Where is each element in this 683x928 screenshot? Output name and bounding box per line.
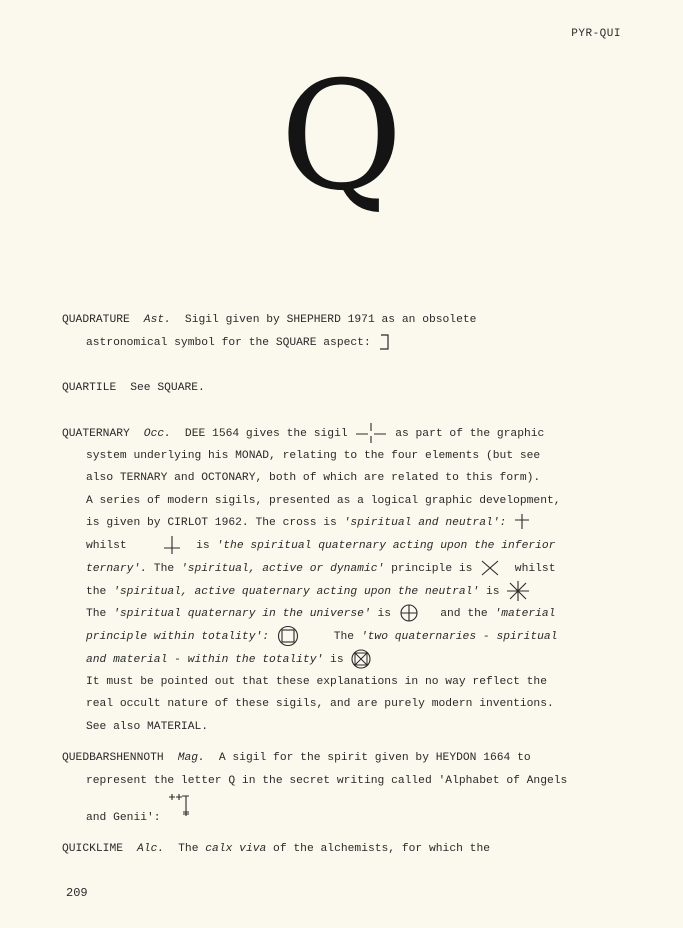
saltire-sigil-icon [479, 558, 501, 578]
entry-line [62, 693, 642, 716]
entry-text: The [147, 562, 181, 575]
star-cross-sigil-icon [506, 580, 530, 602]
running-head: PYR-QUI [571, 28, 621, 40]
headword: QUARTILE [62, 381, 117, 394]
entry-line [62, 716, 642, 739]
entry-quartile [62, 377, 642, 400]
entry-line [62, 648, 642, 671]
entry-text: real occult nature of these sigils, and are purely modern inventions. [86, 698, 554, 711]
entry-text: and Genii': [86, 812, 161, 825]
entry-line [62, 309, 642, 332]
entry-text: See also MATERIAL. [86, 720, 209, 733]
entry-text: The [178, 842, 206, 855]
entry-text: is [196, 539, 217, 552]
headword: QUEDBARSHENNOTH [62, 752, 164, 765]
entry-text-italic: 'spiritual, active or dynamic' [180, 562, 385, 575]
entry-line [62, 558, 642, 581]
entry-quicklime [62, 838, 642, 861]
entry-text-italic: calx viva [205, 842, 267, 855]
entry-text: The [86, 607, 114, 620]
entry-text: principle is [384, 562, 473, 575]
entry-text: See SQUARE. [130, 381, 205, 394]
entry-text: whilst [86, 539, 127, 552]
entry-text-italic: and material - within the totality' [86, 653, 324, 666]
entry-line [62, 332, 642, 355]
entry-line [62, 603, 642, 626]
entry-text: also TERNARY and OCTONARY, both of which are related to this form). [86, 472, 541, 485]
entry-text-italic: 'spiritual, active quaternary acting upon the neutral' [113, 586, 480, 599]
cross-sigil-icon [513, 513, 531, 531]
dictionary-body [62, 309, 642, 860]
entry-line [62, 770, 642, 793]
entry-text: of the alchemists, for which the [266, 842, 490, 855]
entry-text: It must be pointed out that these explanations in no way reflect the [86, 675, 547, 688]
circled-saltire-sigil-icon [350, 648, 372, 670]
entry-line [62, 490, 642, 513]
entry-text: represent the letter Q in the secret writing called 'Alphabet of Angels [86, 774, 568, 787]
angelic-q-sigil-icon [167, 792, 193, 818]
section-letter: Q [280, 50, 403, 224]
entry-text: Sigil given by SHEPHERD 1971 as an obsolete [184, 314, 477, 326]
entry-text: A series of modern sigils, presented as a logical graphic development, [86, 494, 561, 507]
entry-text: astronomical symbol for the SQUARE aspect: [86, 336, 371, 349]
entry-text: is [479, 586, 500, 599]
dee-cross-sigil-icon [354, 422, 388, 444]
headword: QUATERNARY [62, 427, 130, 440]
entry-text-italic: 'spiritual quaternary in the universe' [113, 607, 371, 620]
entry-quadrature [62, 309, 642, 354]
entry-line [62, 467, 642, 490]
entry-text-italic: 'material [494, 607, 556, 620]
entry-text: is given by CIRLOT 1962. The cross is [86, 517, 344, 530]
entry-line [62, 747, 642, 770]
entry-line [62, 377, 642, 400]
entry-line [62, 671, 642, 694]
entry-text-italic: ternary'. [86, 562, 148, 575]
entry-text: as part of the graphic [395, 427, 545, 440]
subject-abbr: Ast. [143, 314, 171, 326]
squared-circle-sigil-icon [276, 625, 300, 647]
entry-text: system underlying his MONAD, relating to the four elements (but see [86, 449, 541, 462]
subject-abbr: Alc. [137, 842, 165, 855]
entry-text-italic: 'spiritual and neutral': [343, 517, 507, 530]
entry-text: The [333, 631, 361, 644]
entry-text: is [370, 607, 392, 620]
entry-line [62, 512, 642, 535]
entry-line [62, 580, 642, 603]
entry-line [62, 792, 642, 825]
entry-text-italic: 'two quaternaries - spiritual [360, 631, 558, 644]
entry-text: A sigil for the spirit given by HEYDON 1664 to [218, 752, 531, 765]
entry-text: whilst [514, 562, 556, 575]
entry-line [62, 422, 642, 445]
circled-cross-sigil-icon [398, 603, 420, 623]
subject-abbr: Mag. [177, 752, 205, 765]
square-aspect-sigil-icon [378, 332, 392, 352]
entry-line [62, 625, 642, 648]
entry-text-italic: 'the spiritual quaternary acting upon the inferior [216, 539, 556, 552]
page-number: 209 [66, 886, 88, 900]
headword: QUICKLIME [62, 842, 124, 855]
entry-text: is [323, 653, 344, 666]
entry-text: the [86, 586, 114, 599]
entry-line [62, 445, 642, 468]
entry-quaternary [62, 422, 642, 738]
entry-text: DEE 1564 gives the sigil [184, 427, 348, 440]
entry-text-italic: principle within totality': [86, 631, 270, 644]
low-cross-sigil-icon [161, 535, 183, 555]
entry-quedbarshennoth [62, 747, 642, 825]
entry-text: and the [440, 607, 495, 620]
entry-line [62, 535, 642, 558]
entry-line [62, 838, 642, 861]
headword: QUADRATURE [62, 314, 130, 326]
subject-abbr: Occ. [143, 427, 171, 440]
